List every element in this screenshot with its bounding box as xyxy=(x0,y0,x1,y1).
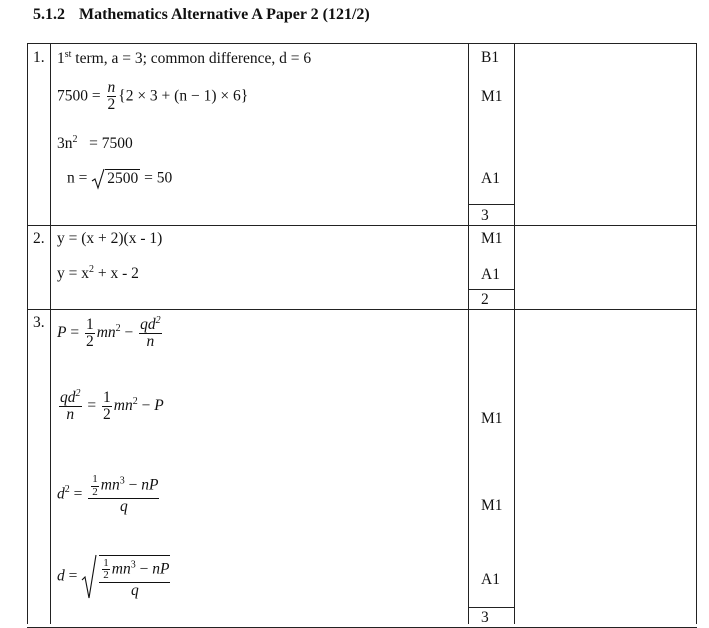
answer-line: 7500 = $\frac{n}{2}$ {2 × 3 + (n − 1) × 6} xyxy=(57,79,249,114)
mark-label: M1 xyxy=(481,88,503,105)
section-number: 5.1.2 xyxy=(33,6,65,23)
mark-label: M1 xyxy=(481,497,503,514)
row-divider xyxy=(27,309,697,310)
equation-line: d = $\frac{1}{2}$ $mn^3$ − nP q xyxy=(57,554,172,600)
question-number: 3. xyxy=(33,314,45,331)
question-number: 2. xyxy=(33,230,45,247)
square-root-sign: $\frac{1}{2}$ $mn^3$ − nP q xyxy=(81,554,172,600)
total-divider xyxy=(468,204,514,205)
answer-line: 1st term, a = 3; common difference, d = 6 xyxy=(57,49,312,68)
equation-line: $\frac{qd^2}{n}$ = $\frac{1}{2}$ $mn^2 - P$ xyxy=(60,388,164,424)
square-root-sign: 2500 xyxy=(91,168,140,190)
answer-line: n = 2500 = 50 xyxy=(67,168,172,190)
answer-line: $y = x^2 + x - 2$ xyxy=(57,264,139,283)
total-mark: 2 xyxy=(481,291,489,308)
mark-label: M1 xyxy=(481,410,503,427)
total-mark: 3 xyxy=(481,609,489,626)
mark-label: B1 xyxy=(481,49,500,66)
row-divider xyxy=(27,225,697,226)
mark-label: A1 xyxy=(481,170,500,187)
equation-line: $d^2$ = $\frac{1}{2}$ $mn^3$ − nP q xyxy=(57,473,159,516)
section-title: Mathematics Alternative A Paper 2 (121/2) xyxy=(79,6,370,23)
total-divider xyxy=(468,289,514,290)
table-border-right xyxy=(696,44,697,624)
table-border-left xyxy=(27,44,28,624)
section-header xyxy=(33,6,370,24)
column-divider-marks xyxy=(468,44,469,624)
mark-label: A1 xyxy=(481,266,500,283)
total-mark: 3 xyxy=(481,207,489,224)
answer-line: $3n^2$ = 7500 xyxy=(57,134,133,153)
answer-line: y = (x + 2)(x - 1) xyxy=(57,230,163,247)
mark-label: A1 xyxy=(481,571,500,588)
question-number: 1. xyxy=(33,49,45,66)
mark-label: M1 xyxy=(481,230,503,247)
column-divider-number xyxy=(50,44,51,624)
equation-line: P = $\frac{1}{2}$ $mn^2$ − $\frac{qd^2}{n}$ xyxy=(57,315,161,351)
column-divider-comments xyxy=(514,44,515,624)
marking-scheme-table xyxy=(27,43,697,624)
